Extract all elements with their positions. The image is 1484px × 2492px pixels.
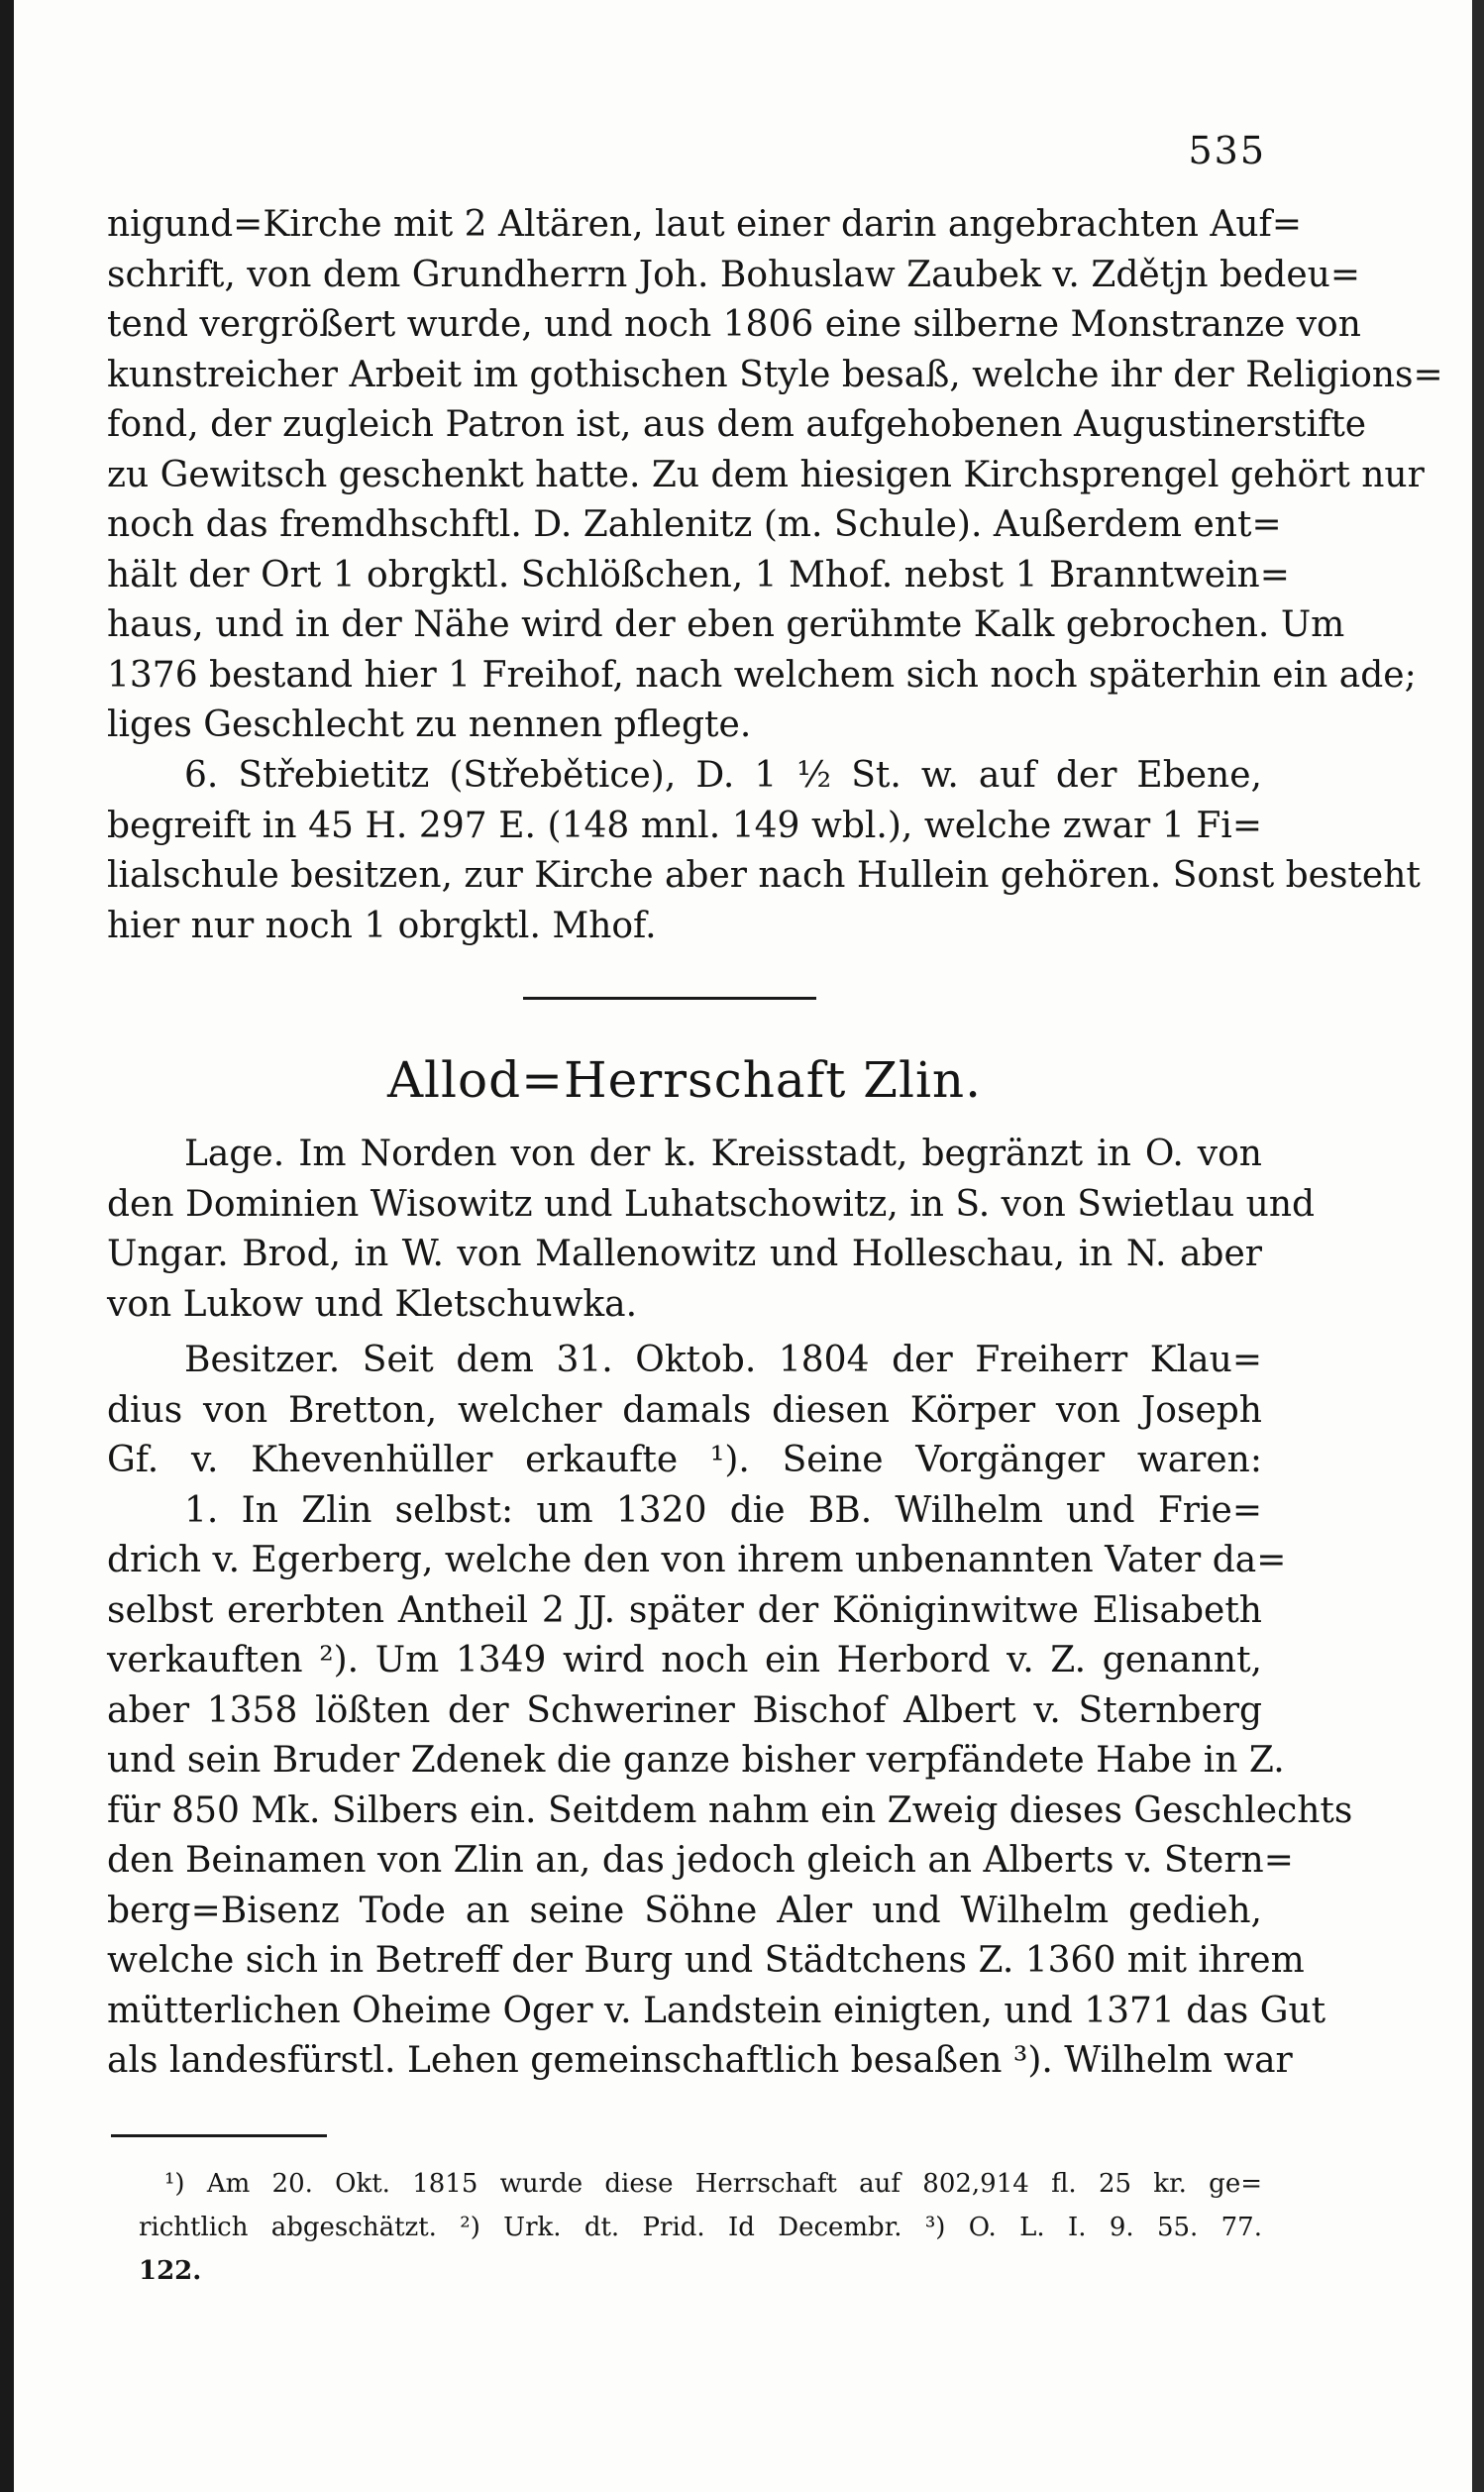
text-line: drich v. Egerberg, welche den von ihrem unbenannten Vater da=	[107, 1540, 1287, 1580]
text-line: 6. Střebietitz (Střebětice), D. 1 ½ St. w. auf der Ebene,	[184, 755, 1262, 796]
paragraph-besitzer	[107, 1336, 1353, 2087]
footnote-line: 122.	[139, 2256, 202, 2286]
text-line: fond, der zugleich Patron ist, aus dem aufgehobenen Augustinerstifte	[107, 404, 1367, 445]
text-line: tend vergrößert wurde, und noch 1806 eine silberne Monstranze von	[107, 304, 1361, 345]
scan-edge-right	[1472, 0, 1484, 2492]
text-line: 1376 bestand hier 1 Freihof, nach welchem sich noch späterhin ein ade;	[107, 654, 1417, 696]
text-line: Ungar. Brod, in W. von Mallenowitz und Holleschau, in N. aber	[107, 1234, 1262, 1274]
text-line: den Beinamen von Zlin an, das jedoch gleich an Alberts v. Stern=	[107, 1840, 1294, 1881]
text-line: den Dominien Wisowitz und Luhatschowitz, in S. von Swietlau und	[107, 1183, 1316, 1225]
text-line: 1. In Zlin selbst: um 1320 die BB. Wilhelm und Frie=	[184, 1489, 1262, 1531]
text-line: welche sich in Betreff der Burg und Städtchens Z. 1360 mit ihrem	[107, 1940, 1305, 1981]
text-line: Lage. Im Norden von der k. Kreisstadt, begränzt in O. von	[184, 1134, 1262, 1174]
section-title: Allod=Herrschaft Zlin.	[386, 1051, 983, 1109]
text-line: hier nur noch 1 obrgktl. Mhof.	[107, 905, 657, 946]
text-line: verkauften ²). Um 1349 wird noch ein Herbord v. Z. genannt,	[107, 1640, 1262, 1680]
text-line: dius von Bretton, welcher damals diesen Körper von Joseph	[107, 1389, 1262, 1431]
text-line: und sein Bruder Zdenek die ganze bisher verpfändete Habe in Z.	[107, 1740, 1285, 1781]
section-divider	[523, 997, 816, 1000]
text-line: Gf. v. Khevenhüller erkaufte ¹). Seine Vorgänger waren:	[107, 1440, 1262, 1480]
footnote-line: ¹) Am 20. Okt. 1815 wurde diese Herrschaft auf 802,914 fl. 25 kr. ge=	[164, 2169, 1262, 2199]
text-line: berg=Bisenz Tode an seine Söhne Aler und Wilhelm gedieh,	[107, 1890, 1262, 1931]
text-line: lialschule besitzen, zur Kirche aber nach Hullein gehören. Sonst besteht	[107, 855, 1421, 896]
text-line: von Lukow und Kletschuwka.	[107, 1283, 638, 1325]
text-line: liges Geschlecht zu nennen pflegte.	[107, 704, 752, 745]
text-line: aber 1358 lößten der Schweriner Bischof Albert v. Sternberg	[107, 1689, 1262, 1731]
scan-edge-left	[0, 0, 14, 2492]
text-line: mütterlichen Oheime Oger v. Landstein einigten, und 1371 das Gut	[107, 1990, 1326, 2031]
text-line: für 850 Mk. Silbers ein. Seitdem nahm ein Zweig dieses Geschlechts	[107, 1789, 1353, 1831]
text-line: schrift, von dem Grundherrn Joh. Bohuslaw Zaubek v. Zdětjn bedeu=	[107, 254, 1360, 295]
text-line: begreift in 45 H. 297 E. (148 mnl. 149 wbl.), welche zwar 1 Fi=	[107, 805, 1262, 846]
paragraph-strebietitz	[107, 751, 1421, 951]
footnote-divider	[111, 2134, 327, 2137]
page-number: 535	[1188, 129, 1266, 172]
text-line: hält der Ort 1 obrgktl. Schlößchen, 1 Mhof. nebst 1 Branntwein=	[107, 554, 1290, 596]
footnote-line: richtlich abgeschätzt. ²) Urk. dt. Prid. Id Decembr. ³) O. L. I. 9. 55. 77.	[139, 2213, 1262, 2242]
paragraph-continuation	[107, 200, 1443, 751]
text-line: als landesfürstl. Lehen gemeinschaftlich besaßen ³). Wilhelm war	[107, 2040, 1293, 2081]
text-line: haus, und in der Nähe wird der eben gerühmte Kalk gebrochen. Um	[107, 604, 1345, 645]
text-line: selbst ererbten Antheil 2 JJ. später der Königinwitwe Elisabeth	[107, 1589, 1262, 1631]
text-line: noch das fremdhschftl. D. Zahlenitz (m. Schule). Außerdem ent=	[107, 504, 1282, 545]
text-line: zu Gewitsch geschenkt hatte. Zu dem hiesigen Kirchsprengel gehört nur	[107, 454, 1425, 495]
footnotes	[139, 2162, 1262, 2293]
text-line: Besitzer. Seit dem 31. Oktob. 1804 der Freiherr Klau=	[184, 1340, 1262, 1380]
text-line: kunstreicher Arbeit im gothischen Style besaß, welche ihr der Religions=	[107, 354, 1443, 395]
text-line: nigund=Kirche mit 2 Altären, laut einer darin angebrachten Auf=	[107, 204, 1302, 245]
paragraph-lage	[107, 1130, 1316, 1330]
